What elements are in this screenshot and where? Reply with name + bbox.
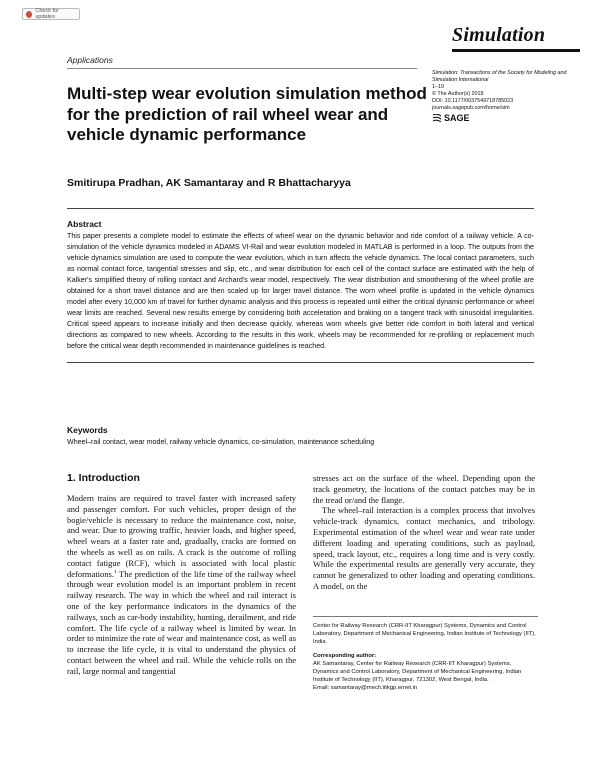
updates-badge-label: Check for updates	[35, 8, 59, 20]
body-column-right	[313, 473, 535, 592]
publisher-logo	[432, 114, 572, 122]
abstract-text: This paper presents a complete model to estimate the effects of wheel wear on the dynamic behavior and ride comfort of a railway vehicle. A co-simulation of the vehicle dynamics modeled in ADAMS VI-Rail and wear evolution modeled in MATLAB is performed in a loop. The outputs from the vehicle dynamics simulation are used to compute the wear evolution, which in turn affects the vehicle dynamics. The local contact parameters, such as normal contact force, tangential stresses and slip, etc., and wear distribution for each cell of the contact surface are estimated with the help of Kalker's simplified theory of rolling contact and Archard's wear model, respectively. The wear distribution and smoothening of the wheel profile are obtained for a short travel distance and are then scaled up for larger travel distance. The worn wheel profile is updated in the vehicle dynamics model after every 10,000 km of travel for further dynamic analysis and this process is repeated until either the critical dynamic performance or wheel wear limits are reached. Several new results emerge by considering both acceleration and braking on a tangent track with sinusoidal irregularities. Critical speed appears to increase initially and then decrease quickly, whereas worn wheels give better ride comfort in both lateral and vertical directions as compared to new wheels. According to the results in this work, wheels may be recommended for re-profiling or replacement much before the critical wear depth recommended in maintenance guidelines is reached.	[67, 232, 534, 350]
introduction-heading: 1. Introduction	[67, 472, 140, 484]
publisher-name: SAGE	[444, 112, 470, 123]
check-for-updates-badge[interactable]	[22, 8, 80, 20]
sage-icon	[432, 114, 442, 122]
journal-logo-rule	[452, 49, 580, 52]
doi[interactable]: DOI: 10.1177/0037549718785023	[432, 98, 514, 104]
article-meta	[432, 70, 572, 122]
intro-paragraph-2: The wheel–rail interaction is a complex process that involves vehicle-track dynamics, contact mechanics, and tribology. Experimental estimation of the wheel wear and wear rate under different loading and operating conditions, such as payload, speed, track layout, etc., requires a long time and is very costly. While the experimental results are generally very accurate, they cannot be generalized to other loading and operating conditions. A model, on the	[313, 505, 535, 591]
keywords-heading: Keywords	[67, 425, 108, 435]
intro-paragraph-1	[67, 493, 296, 677]
author-list: Smitirupa Pradhan, AK Samantaray and R Bhattacharyya	[67, 177, 351, 189]
body-column-left	[67, 493, 296, 677]
article-title: Multi-step wear evolution simulation method for the prediction of rail wheel wear and vehicle dynamic performance	[67, 84, 427, 144]
corresponding-author-text: AK Samantaray, Center for Railway Research (CRR-IIT Kharagpur) Systems, Dynamics and Control Laboratory, Department of Mechanical Engineering, Indian Institute of Technology (IIT), Kharagpur, 721302, West Bengal, India.	[313, 661, 522, 683]
section-label: Applications	[67, 55, 113, 65]
keywords-section	[67, 425, 534, 446]
affiliation-text: Center for Railway Research (CRR-IIT Kharagpur) Systems, Dynamics and Control Laboratory, Department of Mechanical Engineering, Indian Institute of Technology (IIT), India	[313, 623, 536, 645]
corresponding-author-heading: Corresponding author:	[313, 653, 377, 659]
journal-name: Simulation	[452, 24, 546, 46]
page-range: 1–19	[432, 84, 444, 90]
copyright: © The Author(s) 2018	[432, 91, 484, 97]
reference-1[interactable]: 1	[113, 568, 117, 575]
affiliation-footnote	[313, 616, 538, 692]
updates-icon	[26, 11, 32, 18]
abstract-section	[67, 208, 534, 363]
keywords-text: Wheel–rail contact, wear model, railway vehicle dynamics, co-simulation, maintenance scheduling	[67, 438, 375, 446]
journal-full-name: Simulation: Transactions of the Society for Modeling and Simulation International	[432, 70, 567, 83]
abstract-heading: Abstract	[67, 219, 102, 229]
journal-logo	[452, 24, 580, 52]
intro-paragraph-1-continued: stresses act on the surface of the wheel. Depending upon the track geometry, the locations of the contact patches may be in the tread or/and the flange.	[313, 473, 535, 505]
journal-url[interactable]: journals.sagepub.com/home/sim	[432, 105, 510, 111]
intro-paragraph-1-part-a: Modern trains are required to travel faster with increased safety and passenger comfort. For such vehicles, proper design of the bogie/vehicle is necessary to reduce the maintenance cost, noise, and wear. Due to growing traffic, heavier loads, and higher speed, wheel wears at a faster rate and, gradually, cracks are formed on the wheels as well as on rails. A crack is the outcome of rolling contact fatigue (RCF), which is associated with local plastic deformations.	[67, 493, 296, 579]
intro-paragraph-1-part-b: The prediction of the life time of the railway wheel through wear evolution model is an important problem in recent railway research. The way in which the wheel and rail interact is one of the key performance indicators in the dynamics of the railways, such as car-body instability, hunting, derailment, and ride comfort. The life cycle of a railway wheel is limited by wear. In order to minimize the rate of wear and maintenance cost, as well as to increase the life cycle, it is vital to understand the physics of contact between the wheel and rail. While the vehicle rolls on the rail, large normal and tangential	[67, 568, 296, 676]
section-divider	[67, 68, 417, 69]
corresponding-author-email[interactable]: Email: samantaray@mech.iitkgp.ernet.in	[313, 685, 418, 691]
